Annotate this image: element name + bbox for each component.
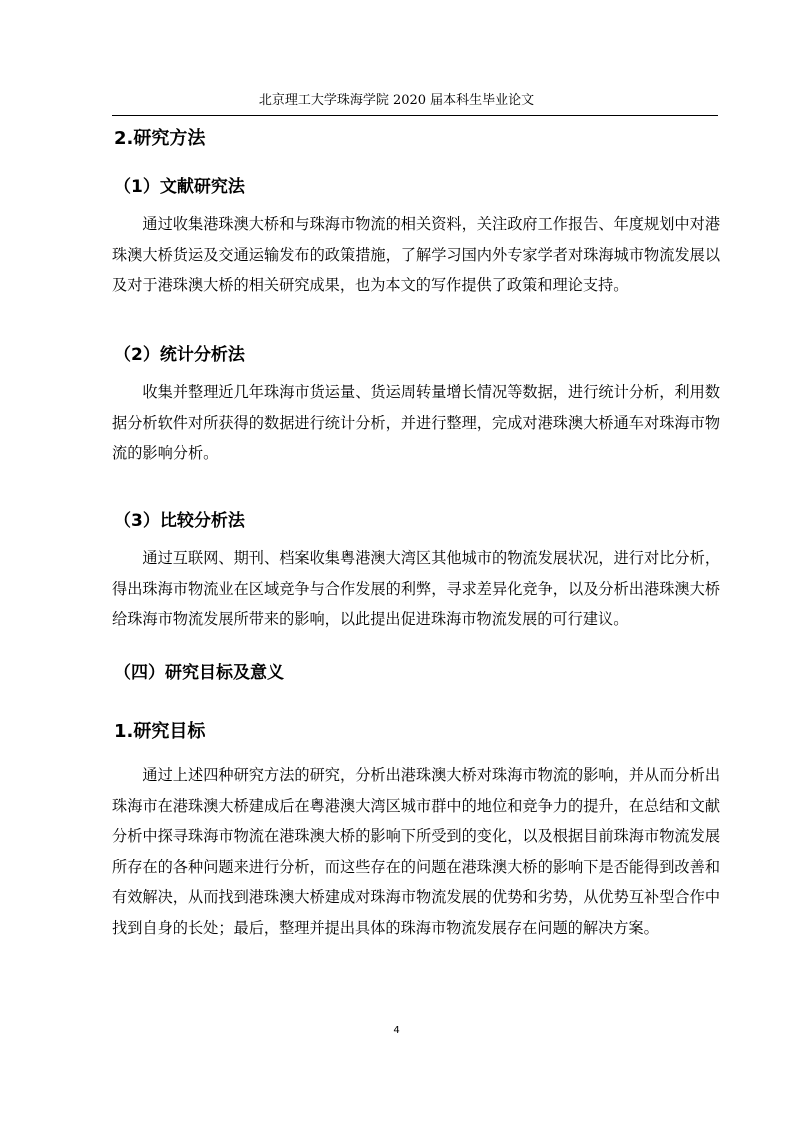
section-title-goals: （四）研究目标及意义 [114,663,284,683]
paragraph-statistics: 收集并整理近几年珠海市货运量、货运周转量增长情况等数据，进行统计分析，利用数据分析软件对所获得的数据进行统计分析，并进行整理，完成对港珠澳大桥通车对珠海市物流的影响分析。 [112,383,720,462]
paragraph-objective: 通过上述四种研究方法的研究，分析出港珠澳大桥对珠海市物流的影响，并从而分析出珠海市在港珠澳大桥建成后在粤港澳大湾区城市群中的地位和竞争力的提升，在总结和文献分析中探寻珠海市物流在港珠澳大桥的影响下所受到的变化，以及根据目前珠海市物流发展所存在的各种问题来进行分析，而这些存在的问题在港珠澳大桥的影响下是否能得到改善和有效解决，从而找到港珠澳大桥建成对珠海市物流发展的优势和劣势，从优势互补型合作中找到自身的长处；最后，整理并提出具体的珠海市物流发展存在问题的解决方案。 [112,766,720,937]
subsection-title-literature: （1）文献研究法 [114,177,245,197]
section-title-methods: 2.研究方法 [114,128,206,149]
header-rule [112,115,718,116]
running-header: 北京理工大学珠海学院 2020 届本科生毕业论文 [258,93,535,108]
subsection-title-objective: 1.研究目标 [114,721,206,742]
paragraph-literature: 通过收集港珠澳大桥和与珠海市物流的相关资料，关注政府工作报告、年度规划中对港珠澳大桥货运及交通运输发布的政策措施，了解学习国内外专家学者对珠海城市物流发展以及对于港珠澳大桥的相关研究成果，也为本文的写作提供了政策和理论支持。 [112,215,720,294]
subsection-title-statistics: （2）统计分析法 [114,345,245,365]
subsection-title-comparison: （3）比较分析法 [114,511,245,531]
page-number: 4 [393,1025,400,1036]
paragraph-comparison: 通过互联网、期刊、档案收集粤港澳大湾区其他城市的物流发展状况，进行对比分析，得出珠海市物流业在区域竞争与合作发展的利弊，寻求差异化竞争，以及分析出港珠澳大桥给珠海市物流发展所带来的影响，以此提出促进珠海市物流发展的可行建议。 [112,549,720,628]
